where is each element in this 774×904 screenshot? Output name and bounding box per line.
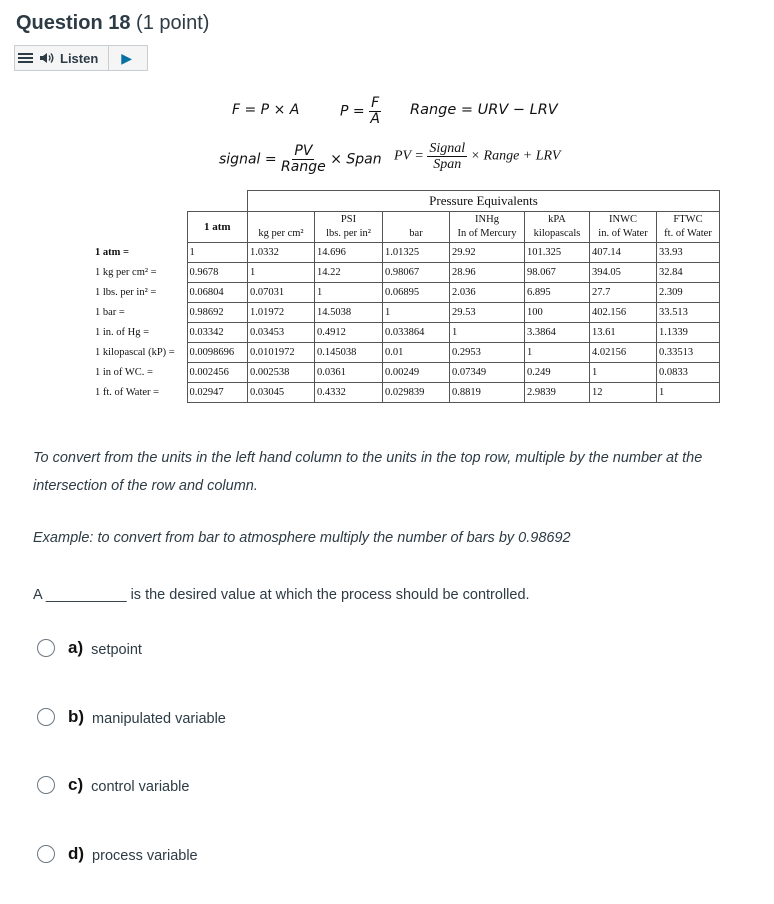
table-cell: 1.01972 xyxy=(248,303,315,323)
table-cell: 0.0833 xyxy=(657,363,720,383)
column-header-top xyxy=(250,213,312,227)
table-cell: 0.033864 xyxy=(383,323,450,343)
table-cell: 0.07031 xyxy=(248,283,315,303)
question-prompt: A __________ is the desired value at which the process should be controlled. xyxy=(33,587,530,603)
table-cell: 0.9678 xyxy=(187,263,248,283)
table-cell: 0.03342 xyxy=(187,323,248,343)
table-cell: 33.513 xyxy=(657,303,720,323)
table-cell: 0.249 xyxy=(525,363,590,383)
table-cell: 12 xyxy=(590,383,657,403)
menu-icon[interactable] xyxy=(18,53,33,63)
formula-pv-left: PV = xyxy=(394,148,424,164)
row-label: 1 in of WC. = xyxy=(95,367,153,378)
formula-pv-right: × Range + LRV xyxy=(470,148,561,164)
table-cell: 0.02947 xyxy=(187,383,248,403)
table-cell: 1.1339 xyxy=(657,323,720,343)
table-row xyxy=(93,303,720,323)
table-row xyxy=(93,383,720,403)
column-header xyxy=(248,212,315,243)
column-header-top: FTWC xyxy=(673,214,703,225)
row-label: 1 kg per cm² = xyxy=(95,267,157,278)
column-header-bottom: bar xyxy=(409,228,423,239)
row-label: 1 kilopascal (kP) = xyxy=(95,347,175,358)
table-cell: 6.895 xyxy=(525,283,590,303)
formula-pv-num: Signal xyxy=(429,141,466,156)
formula-pressure-den: A xyxy=(370,111,380,127)
table-cell: 0.0098696 xyxy=(187,343,248,363)
table-cell: 2.309 xyxy=(657,283,720,303)
listen-button[interactable] xyxy=(39,51,98,66)
question-points: (1 point) xyxy=(136,12,210,34)
option-c-letter: c) xyxy=(68,775,84,794)
example-text: Example: to convert from bar to atmosphere multiply the number of bars by 0.98692 xyxy=(33,530,571,546)
table-cell: 0.002538 xyxy=(248,363,315,383)
table-cell: 394.05 xyxy=(590,263,657,283)
table-cell: 29.92 xyxy=(450,243,525,263)
table-cell: 4.02156 xyxy=(590,343,657,363)
table-cell: 0.03045 xyxy=(248,383,315,403)
column-header-bottom: in. of Water xyxy=(598,228,648,239)
formula-signal-num: PV xyxy=(294,143,313,159)
option-c[interactable] xyxy=(37,775,189,795)
table-cell: 0.2953 xyxy=(450,343,525,363)
table-cell: 98.067 xyxy=(525,263,590,283)
column-header xyxy=(657,212,720,243)
table-cell: 100 xyxy=(525,303,590,323)
table-cell: 0.06804 xyxy=(187,283,248,303)
table-cell: 0.33513 xyxy=(657,343,720,363)
question-title xyxy=(16,12,209,35)
table-cell: 1 xyxy=(525,343,590,363)
column-header-top: PSI xyxy=(340,214,357,225)
table-cell: 14.22 xyxy=(315,263,383,283)
option-c-text: control variable xyxy=(91,779,190,795)
formula-pv xyxy=(394,141,560,172)
table-cell: 32.84 xyxy=(657,263,720,283)
column-header-bottom: In of Mercury xyxy=(457,228,517,239)
table-cell: 3.3864 xyxy=(525,323,590,343)
option-a[interactable] xyxy=(37,638,142,658)
radio-d[interactable] xyxy=(37,845,55,863)
table-cell: 2.036 xyxy=(450,283,525,303)
speaker-icon xyxy=(39,52,55,64)
table-title: Pressure Equivalents xyxy=(248,191,720,212)
table-cell: 1 xyxy=(187,243,248,263)
table-cell: 33.93 xyxy=(657,243,720,263)
column-header-top: INHg xyxy=(475,214,499,225)
radio-c[interactable] xyxy=(37,776,55,794)
question-number: Question 18 xyxy=(16,12,131,34)
option-d-letter: d) xyxy=(68,844,85,863)
column-header-bottom: kilopascals xyxy=(533,228,581,239)
table-cell: 0.8819 xyxy=(450,383,525,403)
table-cell: 0.98067 xyxy=(383,263,450,283)
option-a-letter: a) xyxy=(68,638,84,657)
table-cell: 0.145038 xyxy=(315,343,383,363)
formula-pv-den: Span xyxy=(433,157,462,172)
formula-signal-left: signal = xyxy=(219,151,277,168)
table-cell: 0.98692 xyxy=(187,303,248,323)
formula-signal-right: × Span xyxy=(330,151,382,168)
table-cell: 2.9839 xyxy=(525,383,590,403)
table-cell: 0.0101972 xyxy=(248,343,315,363)
option-b-letter: b) xyxy=(68,707,85,726)
option-b[interactable] xyxy=(37,707,226,727)
column-header-top: INWC xyxy=(609,214,637,225)
column-header xyxy=(525,212,590,243)
formula-pressure xyxy=(340,96,381,127)
table-cell: 1.01325 xyxy=(383,243,450,263)
table-cell: 0.4332 xyxy=(315,383,383,403)
formula-force: F = P × A xyxy=(232,102,300,118)
pressure-equivalents-table xyxy=(93,190,720,403)
table-row xyxy=(93,283,720,303)
table-row xyxy=(93,243,720,263)
table-cell: 0.07349 xyxy=(450,363,525,383)
table-cell: 14.5038 xyxy=(315,303,383,323)
table-cell: 1 xyxy=(248,263,315,283)
row-label: 1 lbs. per in² = xyxy=(95,287,157,298)
table-row xyxy=(93,263,720,283)
row-label: 1 in. of Hg = xyxy=(95,327,150,338)
table-row xyxy=(93,363,720,383)
row-label: 1 ft. of Water = xyxy=(95,387,160,398)
column-header-bottom: kg per cm² xyxy=(258,228,304,239)
table-cell: 0.00249 xyxy=(383,363,450,383)
table-cell: 1 xyxy=(383,303,450,323)
table-cell: 14.696 xyxy=(315,243,383,263)
listen-label: Listen xyxy=(60,50,99,66)
radio-b[interactable] xyxy=(37,708,55,726)
row-label: 1 bar = xyxy=(95,307,125,318)
formula-pressure-num: F xyxy=(371,95,380,111)
listen-toolbar xyxy=(14,45,148,71)
table-cell: 1.0332 xyxy=(248,243,315,263)
column-header xyxy=(590,212,657,243)
table-row xyxy=(93,323,720,343)
column-header-top: kPA xyxy=(548,214,566,225)
table-cell: 0.4912 xyxy=(315,323,383,343)
table-row xyxy=(93,343,720,363)
formula-signal xyxy=(219,144,382,175)
column-header xyxy=(315,212,383,243)
table-cell: 1 xyxy=(315,283,383,303)
table-cell: 0.03453 xyxy=(248,323,315,343)
option-d-text: process variable xyxy=(92,848,198,864)
table-cell: 101.325 xyxy=(525,243,590,263)
option-a-text: setpoint xyxy=(91,642,142,658)
column-header-bottom: lbs. per in² xyxy=(326,228,371,239)
table-cell: 402.156 xyxy=(590,303,657,323)
table-cell: 1 xyxy=(590,363,657,383)
column-header-bottom: ft. of Water xyxy=(664,228,712,239)
play-icon[interactable]: ▶ xyxy=(121,49,133,66)
table-cell: 0.0361 xyxy=(315,363,383,383)
radio-a[interactable] xyxy=(37,639,55,657)
table-cell: 13.61 xyxy=(590,323,657,343)
table-cell: 28.96 xyxy=(450,263,525,283)
table-corner: 1 atm xyxy=(187,212,248,243)
formula-range: Range = URV − LRV xyxy=(410,102,558,118)
option-d[interactable] xyxy=(37,844,198,864)
formula-pressure-left: P = xyxy=(340,103,365,120)
table-cell: 0.029839 xyxy=(383,383,450,403)
table-cell: 0.002456 xyxy=(187,363,248,383)
column-header xyxy=(450,212,525,243)
option-b-text: manipulated variable xyxy=(92,711,226,727)
row-label: 1 atm = xyxy=(95,247,129,258)
table-cell: 1 xyxy=(657,383,720,403)
table-cell: 0.01 xyxy=(383,343,450,363)
table-cell: 1 xyxy=(450,323,525,343)
table-cell: 27.7 xyxy=(590,283,657,303)
instruction-text: To convert from the units in the left hand column to the units in the top row, multiple by the number at the intersection of the row and column. xyxy=(33,450,703,494)
table-cell: 407.14 xyxy=(590,243,657,263)
column-header-top xyxy=(385,213,447,227)
table-cell: 0.06895 xyxy=(383,283,450,303)
column-header xyxy=(383,212,450,243)
formula-signal-den: Range xyxy=(281,159,326,175)
table-cell: 29.53 xyxy=(450,303,525,323)
